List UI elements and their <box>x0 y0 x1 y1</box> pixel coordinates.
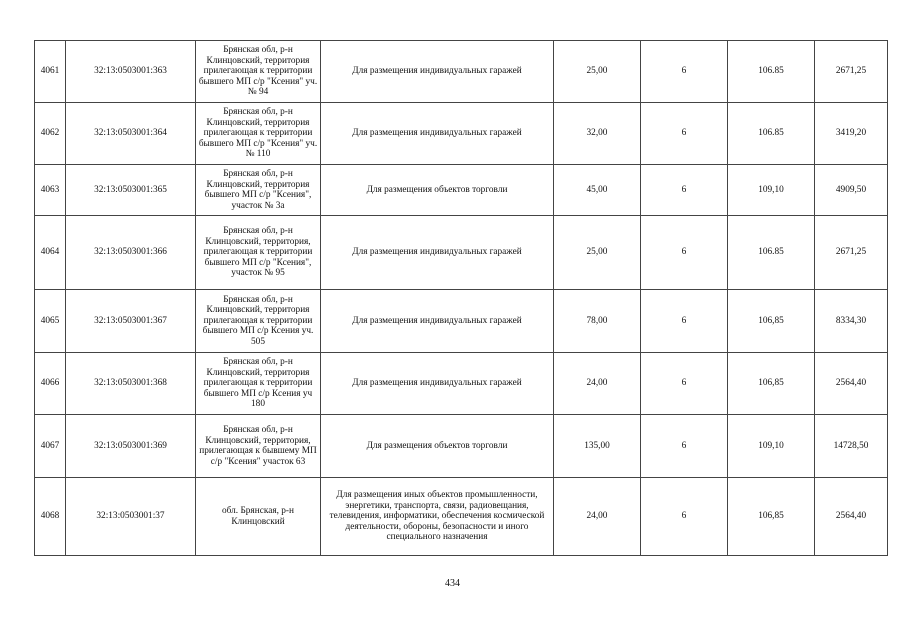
area: 45,00 <box>554 165 641 216</box>
cadastral-value: 14728,50 <box>815 415 888 478</box>
address: Брянская обл, р-н Клинцовский, территория, прилегающая к бывшему МП с/р "Ксения" участок 63 <box>196 415 321 478</box>
specific-value: 106.85 <box>728 216 815 290</box>
address: Брянская обл, р-н Клинцовский, территория, прилегающая к территории бывшего МП с/р "Ксения", участок № 95 <box>196 216 321 290</box>
cadastral-number: 32:13:0503001:37 <box>66 478 196 556</box>
group: 6 <box>641 478 728 556</box>
permitted-use: Для размещения индивидуальных гаражей <box>321 41 554 103</box>
specific-value: 106,85 <box>728 478 815 556</box>
cadastral-number: 32:13:0503001:369 <box>66 415 196 478</box>
cadastral-value: 2564,40 <box>815 478 888 556</box>
area: 32,00 <box>554 103 641 165</box>
permitted-use: Для размещения индивидуальных гаражей <box>321 353 554 415</box>
row-number: 4068 <box>35 478 66 556</box>
specific-value: 109,10 <box>728 415 815 478</box>
cadastral-value: 2564,40 <box>815 353 888 415</box>
group: 6 <box>641 353 728 415</box>
permitted-use: Для размещения индивидуальных гаражей <box>321 103 554 165</box>
table-row <box>35 216 888 290</box>
cadastral-number: 32:13:0503001:364 <box>66 103 196 165</box>
area: 25,00 <box>554 41 641 103</box>
permitted-use: Для размещения иных объектов промышленности, энергетики, транспорта, связи, радиовещания, телевидения, информатики, обеспечения космической деятельности, обороны, безопасности и иного специального назначения <box>321 478 554 556</box>
address: обл. Брянская, р-н Клинцовский <box>196 478 321 556</box>
area: 24,00 <box>554 478 641 556</box>
permitted-use: Для размещения объектов торговли <box>321 415 554 478</box>
table-row <box>35 478 888 556</box>
row-number: 4061 <box>35 41 66 103</box>
cadastral-value: 2671,25 <box>815 41 888 103</box>
permitted-use: Для размещения индивидуальных гаражей <box>321 290 554 353</box>
area: 24,00 <box>554 353 641 415</box>
address: Брянская обл, р-н Клинцовский, территория прилегающая к территории бывшего МП с/р Ксения уч. 505 <box>196 290 321 353</box>
table-row <box>35 165 888 216</box>
address: Брянская обл, р-н Клинцовский, территория прилегающая к территории бывшего МП с/р "Ксения" уч.№ 94 <box>196 41 321 103</box>
group: 6 <box>641 103 728 165</box>
group: 6 <box>641 41 728 103</box>
area: 25,00 <box>554 216 641 290</box>
group: 6 <box>641 165 728 216</box>
row-number: 4066 <box>35 353 66 415</box>
registry-body <box>35 41 888 556</box>
cadastral-value: 2671,25 <box>815 216 888 290</box>
specific-value: 106.85 <box>728 41 815 103</box>
land-registry-table <box>34 40 888 556</box>
table-row <box>35 103 888 165</box>
area: 135,00 <box>554 415 641 478</box>
area: 78,00 <box>554 290 641 353</box>
group: 6 <box>641 216 728 290</box>
row-number: 4062 <box>35 103 66 165</box>
row-number: 4063 <box>35 165 66 216</box>
row-number: 4065 <box>35 290 66 353</box>
cadastral-value: 4909,50 <box>815 165 888 216</box>
permitted-use: Для размещения индивидуальных гаражей <box>321 216 554 290</box>
specific-value: 106,85 <box>728 290 815 353</box>
cadastral-number: 32:13:0503001:366 <box>66 216 196 290</box>
cadastral-number: 32:13:0503001:363 <box>66 41 196 103</box>
table-row <box>35 415 888 478</box>
address: Брянская обл, р-н Клинцовский, территория прилегающая к территории бывшего МП с/р "Ксения" уч. № 110 <box>196 103 321 165</box>
cadastral-value: 8334,30 <box>815 290 888 353</box>
row-number: 4067 <box>35 415 66 478</box>
group: 6 <box>641 290 728 353</box>
cadastral-number: 32:13:0503001:365 <box>66 165 196 216</box>
specific-value: 106,85 <box>728 353 815 415</box>
address: Брянская обл, р-н Клинцовский, территория бывшего МП с/р "Ксения", участок № 3а <box>196 165 321 216</box>
page-number: 434 <box>445 578 460 589</box>
cadastral-number: 32:13:0503001:368 <box>66 353 196 415</box>
specific-value: 109,10 <box>728 165 815 216</box>
address: Брянская обл, р-н Клинцовский, территория прилегающая к территории бывшего МП с/р Ксения уч 180 <box>196 353 321 415</box>
cadastral-value: 3419,20 <box>815 103 888 165</box>
table-row <box>35 41 888 103</box>
specific-value: 106.85 <box>728 103 815 165</box>
table-row <box>35 290 888 353</box>
cadastral-number: 32:13:0503001:367 <box>66 290 196 353</box>
table-row <box>35 353 888 415</box>
permitted-use: Для размещения объектов торговли <box>321 165 554 216</box>
group: 6 <box>641 415 728 478</box>
row-number: 4064 <box>35 216 66 290</box>
